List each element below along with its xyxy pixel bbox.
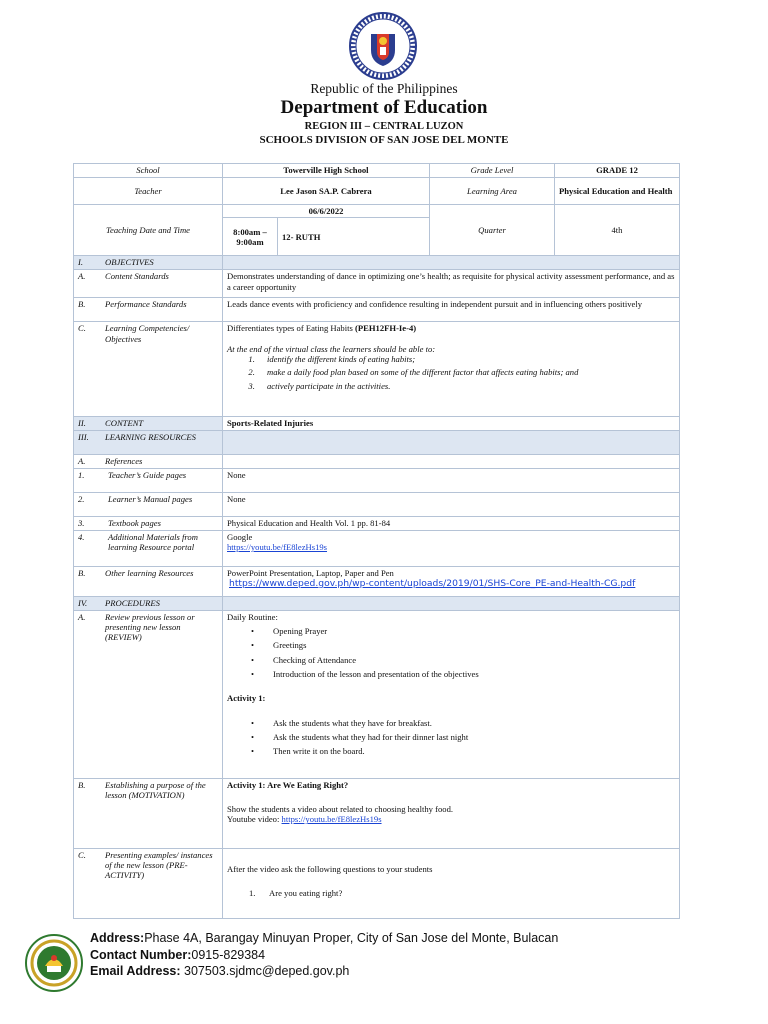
performance-standards-text: Leads dance events with proficiency and confidence resulting in independent pursuit and in influencing others positively — [223, 298, 680, 322]
competencies-num: C. — [78, 323, 86, 334]
review-row — [74, 610, 680, 778]
division-seal-logo — [25, 934, 83, 992]
learner-manual-value: None — [223, 493, 680, 517]
other-resources-row — [74, 566, 680, 596]
motivation-num: B. — [78, 779, 86, 790]
teacher-label: Teacher — [74, 178, 223, 205]
content-num: II. — [78, 418, 86, 429]
performance-standards-row — [74, 298, 680, 322]
learner-manual-num: 2. — [78, 494, 85, 505]
resources-header-row — [74, 431, 680, 455]
content-standards-num: A. — [78, 271, 86, 282]
date-row — [74, 205, 680, 218]
address-value: Phase 4A, Barangay Minuyan Proper, City of San Jose del Monte, Bulacan — [144, 931, 559, 945]
learner-manual-row — [74, 493, 680, 517]
content-standards-label: Content Standards — [105, 271, 169, 282]
routine-item: • Checking of Attendance — [263, 655, 675, 665]
other-resources-num: B. — [78, 567, 86, 578]
contact-value: 0915-829384 — [191, 948, 266, 962]
objectives-list — [227, 354, 675, 391]
footer-address — [90, 931, 558, 945]
objectives-num: I. — [78, 257, 84, 268]
references-label: References — [105, 456, 143, 467]
contact-label: Contact Number: — [90, 948, 192, 962]
motivation-activity: Activity 1: Are We Eating Right? — [227, 779, 349, 790]
activity-label: Activity 1: — [227, 693, 266, 704]
date-label: Teaching Date and Time — [74, 205, 223, 256]
school-value: Towerville High School — [223, 164, 430, 178]
references-row — [74, 455, 680, 469]
routine-list — [227, 626, 675, 679]
teacher-guide-row — [74, 469, 680, 493]
content-standards-text: Demonstrates understanding of dance in optimizing one’s health; as requisite for physical activity assessment performance, and as a career opportunity — [223, 270, 680, 298]
procedures-num: IV. — [78, 597, 88, 608]
division-line: SCHOOLS DIVISION OF SAN JOSE DEL MONTE — [259, 134, 509, 146]
objective-item: 1. identify the different kinds of eating habits; — [257, 354, 675, 364]
textbook-label: Textbook pages — [108, 518, 161, 529]
additional-materials-num: 4. — [78, 531, 85, 542]
footer-contact — [90, 948, 265, 962]
references-num: A. — [78, 456, 86, 467]
teacher-guide-num: 1. — [78, 470, 85, 481]
daily-routine-label: Daily Routine: — [227, 611, 278, 622]
activity-item: • Ask the students what they had for their dinner last night — [263, 732, 675, 742]
routine-item: • Opening Prayer — [263, 626, 675, 636]
textbook-value: Physical Education and Health Vol. 1 pp. 81-84 — [223, 517, 680, 530]
school-row — [74, 164, 680, 178]
competencies-cell — [223, 322, 680, 417]
region-line: REGION III – CENTRAL LUZON — [304, 121, 464, 132]
competencies-label: Learning Competencies/ Objectives — [105, 323, 190, 344]
objectives-header-row — [74, 256, 680, 270]
motivation-text: Show the students a video about related to choosing healthy food. — [227, 803, 454, 814]
performance-standards-num: B. — [78, 299, 86, 310]
review-num: A. — [78, 611, 86, 622]
deped-seal-logo — [349, 12, 417, 80]
content-standards-row — [74, 270, 680, 298]
pre-activity-row — [74, 848, 680, 918]
email-value: 307503.sjdmc@deped.gov.ph — [184, 964, 350, 978]
textbook-row — [74, 517, 680, 530]
question-item: Are you eating right? — [269, 887, 343, 898]
teacher-value: Lee Jason SA.P. Cabrera — [223, 178, 430, 205]
review-label: Review previous lesson or presenting new lesson (REVIEW) — [105, 611, 195, 643]
pre-activity-label: Presenting examples/ instances of the new lesson (PRE-ACTIVITY) — [105, 849, 213, 881]
teacher-guide-label: Teacher’s Guide pages — [108, 470, 187, 481]
objectives-intro: At the end of the virtual class the learners should be able to: — [227, 343, 436, 354]
content-value: Sports-Related Injuries — [223, 417, 680, 431]
resources-num: III. — [78, 432, 89, 443]
pre-activity-num: C. — [78, 849, 86, 860]
routine-item: • Greetings — [263, 640, 675, 650]
email-label: Email Address: — [90, 964, 181, 978]
section-value: 12- RUTH — [278, 218, 430, 256]
performance-standards-label: Performance Standards — [105, 299, 187, 310]
objective-item: 2. make a daily food plan based on some of the different factor that affects eating habits; and — [257, 367, 675, 377]
quarter-label: Quarter — [430, 205, 555, 256]
procedures-header-row — [74, 596, 680, 610]
activity-list — [227, 718, 675, 757]
additional-materials-row — [74, 530, 680, 566]
teacher-guide-value: None — [223, 469, 680, 493]
youtube-video-label: Youtube video: — [227, 814, 280, 825]
area-label: Learning Area — [430, 178, 555, 205]
pre-activity-text: After the video ask the following questions to your students — [227, 863, 433, 874]
textbook-num: 3. — [78, 518, 85, 529]
objectives-title: OBJECTIVES — [105, 257, 154, 268]
objective-item: 3. actively participate in the activities. — [257, 381, 675, 391]
teacher-row — [74, 178, 680, 205]
other-resources-label: Other learning Resources — [105, 567, 194, 578]
competency-code: (PEH12FH-Ie-4) — [355, 323, 417, 334]
content-title: CONTENT — [105, 418, 144, 429]
activity-item: • Ask the students what they have for breakfast. — [263, 718, 675, 728]
procedures-title: PROCEDURES — [105, 597, 160, 608]
lesson-log-table — [73, 163, 680, 919]
grade-value: GRADE 12 — [555, 164, 680, 178]
curriculum-guide-link[interactable]: https://www.deped.gov.ph/wp-content/uploads/2019/01/SHS-Core_PE-and-Health-CG.pdf — [229, 577, 636, 589]
resources-title: LEARNING RESOURCES — [105, 432, 196, 443]
additional-materials-value: Google — [227, 531, 253, 542]
address-label: Address: — [90, 931, 145, 945]
competencies-text: Differentiates types of Eating Habits — [227, 323, 353, 334]
motivation-row — [74, 778, 680, 848]
activity-item: • Then write it on the board. — [263, 746, 675, 756]
grade-label: Grade Level — [430, 164, 555, 178]
youtube-link[interactable]: https://youtu.be/fE8lezHs19s — [227, 541, 328, 552]
content-row — [74, 417, 680, 431]
learner-manual-label: Learner’s Manual pages — [108, 494, 193, 505]
republic-line: Republic of the Philippines — [310, 81, 458, 96]
routine-item: • Introduction of the lesson and presentation of the objectives — [263, 669, 675, 679]
question-num: 1. — [249, 887, 256, 898]
other-resources-value: PowerPoint Presentation, Laptop, Paper and Pen — [227, 567, 394, 578]
area-value: Physical Education and Health — [555, 178, 680, 205]
date-value: 06/6/2022 — [223, 205, 430, 218]
time-value: 8:00am – 9:00am — [223, 218, 278, 256]
youtube-video-link[interactable]: https://youtu.be/fE8lezHs19s — [281, 814, 382, 825]
motivation-label: Establishing a purpose of the lesson (MOTIVATION) — [105, 779, 206, 800]
footer-email — [90, 964, 349, 978]
additional-materials-label: Additional Materials from learning Resource portal — [108, 531, 198, 552]
competencies-row — [74, 322, 680, 417]
quarter-value: 4th — [555, 205, 680, 256]
school-label: School — [74, 164, 223, 178]
department-title: Department of Education — [280, 97, 488, 118]
